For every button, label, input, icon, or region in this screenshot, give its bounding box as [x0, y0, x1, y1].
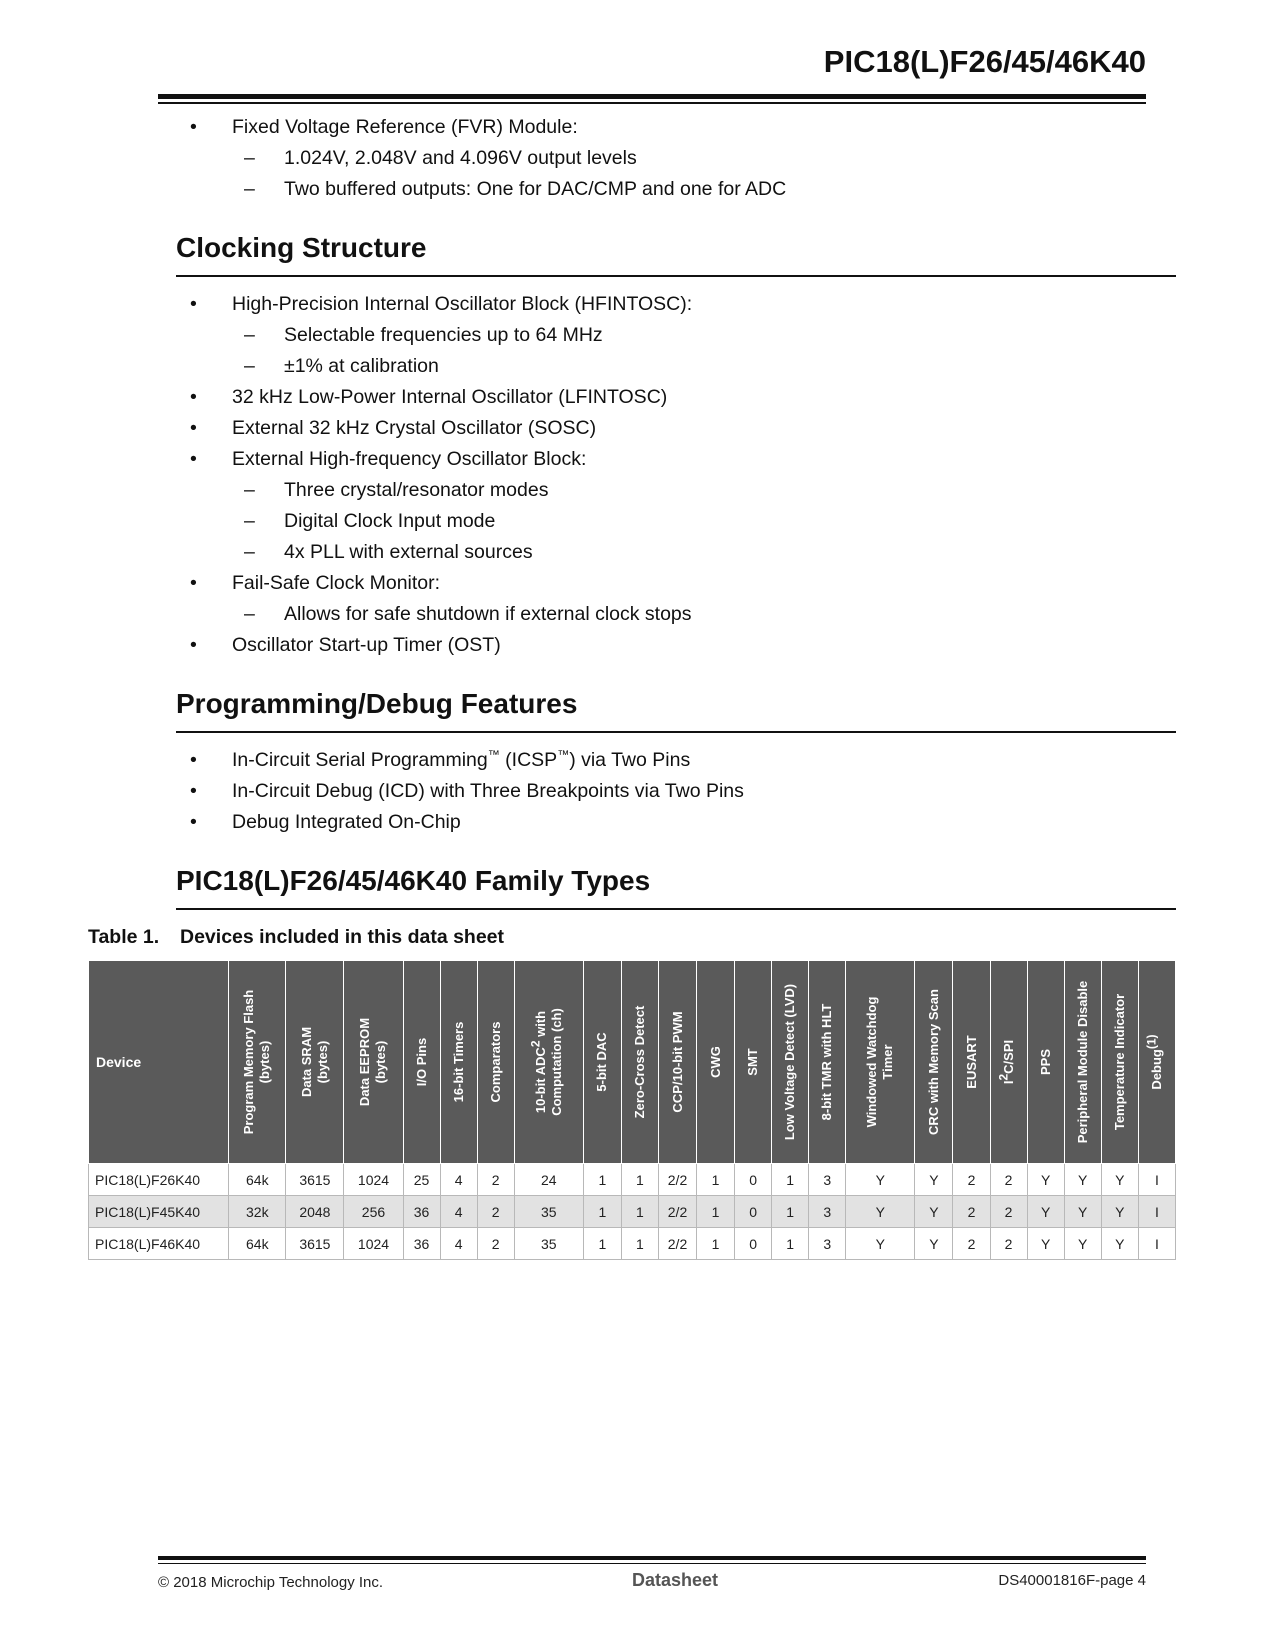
table-cell: I [1138, 1228, 1175, 1260]
list-item-text: Debug Integrated On-Chip [232, 811, 461, 833]
column-header-lvd: Low Voltage Detect (LVD) [772, 961, 809, 1164]
column-header-io-pins: I/O Pins [403, 961, 440, 1164]
sub-list-item [232, 351, 1176, 382]
table-cell: 35 [514, 1228, 583, 1260]
column-header-adc: 10-bit ADC$^2$ with Computation (ch) [514, 961, 583, 1164]
column-header-16bit-timers: 16-bit Timers [440, 961, 477, 1164]
dash-icon: – [244, 147, 255, 169]
list-item-text: Fixed Voltage Reference (FVR) Module: [232, 116, 578, 138]
column-header-cwg: CWG [697, 961, 735, 1164]
document-type-label: Datasheet [632, 1570, 719, 1590]
table-cell: 1 [621, 1164, 658, 1196]
table-cell: 2 [477, 1228, 514, 1260]
sub-list [232, 475, 1176, 568]
table-cell: 1 [697, 1196, 735, 1228]
table-cell: 1 [697, 1164, 735, 1196]
column-header-debug: Debug$^{(1)}$ [1138, 961, 1175, 1164]
table-cell: Y [1101, 1196, 1138, 1228]
column-header-eusart: EUSART [953, 961, 990, 1164]
table-cell: 2/2 [658, 1164, 696, 1196]
sub-list-item-text: Selectable frequencies up to 64 MHz [284, 324, 603, 346]
copyright-text: © 2018 Microchip Technology Inc. [158, 1574, 384, 1591]
column-header-crc: CRC with Memory Scan [915, 961, 953, 1164]
column-header-data-sram: Data SRAM (bytes) [286, 961, 344, 1164]
sub-list-item [232, 174, 1176, 205]
list-item [176, 630, 1176, 661]
devices-table [88, 960, 1176, 1260]
dash-icon: – [244, 541, 255, 563]
column-header-tmr-hlt: 8-bit TMR with HLT [809, 961, 846, 1164]
list-item-text: Oscillator Start-up Timer (OST) [232, 634, 501, 656]
list-item [176, 382, 1176, 413]
list-item-text: ) via Two Pins [569, 749, 691, 771]
sub-list-item [232, 506, 1176, 537]
list-item [176, 444, 1176, 568]
list-item-text: External 32 kHz Crystal Oscillator (SOSC) [232, 417, 597, 439]
sub-list-item-text: Three crystal/resonator modes [284, 479, 549, 501]
list-item [176, 745, 1176, 776]
table-cell: 0 [735, 1196, 772, 1228]
table-cell: 256 [344, 1196, 403, 1228]
table-cell: 35 [514, 1196, 583, 1228]
column-header-dac: 5-bit DAC [583, 961, 621, 1164]
table-cell: 64k [229, 1228, 286, 1260]
table-cell: 1024 [344, 1164, 403, 1196]
sub-list-item-text: Allows for safe shutdown if external clock stops [284, 603, 692, 625]
table-caption-text: Devices included in this data sheet [180, 926, 505, 948]
table-cell: 2 [477, 1164, 514, 1196]
table-cell: 2 [953, 1164, 990, 1196]
page-number: DS40001816F-page 4 [998, 1572, 1146, 1589]
list-item [176, 568, 1176, 630]
table-cell: Y [1101, 1164, 1138, 1196]
table-cell: 3 [809, 1196, 846, 1228]
device-name-cell: PIC18(L)F26K40 [89, 1164, 229, 1196]
table-cell: Y [915, 1164, 953, 1196]
table-cell: Y [915, 1228, 953, 1260]
table-cell: 2/2 [658, 1196, 696, 1228]
sub-list [232, 320, 1176, 382]
bullet-icon: • [190, 634, 197, 656]
table-caption-number: Table 1. [88, 926, 160, 948]
dash-icon: – [244, 178, 255, 200]
fvr-list [176, 112, 1176, 205]
bullet-icon: • [190, 417, 197, 439]
list-item [176, 413, 1176, 444]
programming-list [176, 745, 1176, 838]
table-cell: Y [1027, 1228, 1064, 1260]
column-header-pps: PPS [1027, 961, 1064, 1164]
table-cell: 2 [990, 1196, 1027, 1228]
sub-list-item-text: 1.024V, 2.048V and 4.096V output levels [284, 147, 637, 169]
table-cell: 25 [403, 1164, 440, 1196]
table-cell: 3 [809, 1164, 846, 1196]
column-header-program-flash: Program Memory Flash (bytes) [229, 961, 286, 1164]
table-cell: 0 [735, 1228, 772, 1260]
table-cell: 1 [621, 1228, 658, 1260]
table-cell: 2 [990, 1228, 1027, 1260]
table-cell: I [1138, 1196, 1175, 1228]
table-cell: 2 [477, 1196, 514, 1228]
table-cell: 0 [735, 1164, 772, 1196]
sub-list-item-text: 4x PLL with external sources [284, 541, 533, 563]
table-cell: 4 [440, 1228, 477, 1260]
page-footer [158, 1556, 1146, 1596]
dash-icon: – [244, 355, 255, 377]
device-name-cell: PIC18(L)F46K40 [89, 1228, 229, 1260]
list-item-text: In-Circuit Serial Programming [232, 749, 488, 771]
column-header-zero-cross: Zero-Cross Detect [621, 961, 658, 1164]
column-header-i2c-spi: $I^2C$/SPI [990, 961, 1027, 1164]
table-cell: 24 [514, 1164, 583, 1196]
table-cell: 1 [621, 1196, 658, 1228]
table-cell: 1024 [344, 1228, 403, 1260]
sub-list-item [232, 320, 1176, 351]
table-cell: 2/2 [658, 1228, 696, 1260]
bullet-icon: • [190, 293, 197, 315]
list-item-text: (ICSP [499, 749, 558, 771]
table-cell: Y [846, 1196, 915, 1228]
column-header-smt: SMT [735, 961, 772, 1164]
table-cell: 3 [809, 1228, 846, 1260]
dash-icon: – [244, 324, 255, 346]
sub-list-item [232, 599, 1176, 630]
table-cell: 2 [990, 1164, 1027, 1196]
page-title: PIC18(L)F26/45/46K40 [823, 44, 1146, 79]
sub-list-item-text: Digital Clock Input mode [284, 510, 496, 532]
footer-rule [158, 1556, 1146, 1560]
table-cell: Y [1064, 1228, 1101, 1260]
table-body [89, 1164, 1176, 1260]
table-cell: 1 [583, 1196, 621, 1228]
table-cell: 4 [440, 1164, 477, 1196]
table-cell: I [1138, 1164, 1175, 1196]
table-cell: 1 [772, 1228, 809, 1260]
sub-list [232, 143, 1176, 205]
section-title-clocking: Clocking Structure [176, 231, 1176, 277]
table-caption [88, 926, 504, 949]
main-content [176, 112, 1176, 910]
table-cell: 3615 [286, 1228, 344, 1260]
table-cell: Y [915, 1196, 953, 1228]
table-cell: Y [846, 1228, 915, 1260]
table-row [89, 1228, 1176, 1260]
table-cell: 2048 [286, 1196, 344, 1228]
list-item-text: External High-frequency Oscillator Block: [232, 448, 587, 470]
trademark-mark: ™ [487, 747, 500, 762]
list-item [176, 112, 1176, 205]
table-cell: 32k [229, 1196, 286, 1228]
list-item-text: Fail-Safe Clock Monitor: [232, 572, 441, 594]
bullet-icon: • [190, 749, 197, 771]
table-cell: Y [1064, 1164, 1101, 1196]
table-cell: Y [1027, 1164, 1064, 1196]
table-row [89, 1164, 1176, 1196]
list-item [176, 807, 1176, 838]
table-cell: 1 [697, 1228, 735, 1260]
table-cell: Y [846, 1164, 915, 1196]
sub-list-item-text: ±1% at calibration [284, 355, 439, 377]
table-cell: 4 [440, 1196, 477, 1228]
list-item-text: In-Circuit Debug (ICD) with Three Breakpoints via Two Pins [232, 780, 744, 802]
table-cell: 3615 [286, 1164, 344, 1196]
sub-list-item [232, 537, 1176, 568]
table-cell: Y [1064, 1196, 1101, 1228]
list-item-text: High-Precision Internal Oscillator Block (HFINTOSC): [232, 293, 693, 315]
column-header-device: Device [89, 961, 229, 1164]
bullet-icon: • [190, 116, 197, 138]
table-cell: 1 [583, 1164, 621, 1196]
column-header-comparators: Comparators [477, 961, 514, 1164]
sub-list [232, 599, 1176, 630]
sub-list-item [232, 475, 1176, 506]
list-item [176, 289, 1176, 382]
column-header-temp-indicator: Temperature Indicator [1101, 961, 1138, 1164]
list-item [176, 776, 1176, 807]
table-cell: Y [1027, 1196, 1064, 1228]
table-cell: 64k [229, 1164, 286, 1196]
device-name-cell: PIC18(L)F45K40 [89, 1196, 229, 1228]
bullet-icon: • [190, 780, 197, 802]
bullet-icon: • [190, 572, 197, 594]
header-rule [158, 94, 1146, 99]
table-cell: 1 [772, 1164, 809, 1196]
bullet-icon: • [190, 386, 197, 408]
section-title-programming: Programming/Debug Features [176, 687, 1176, 733]
section-title-family: PIC18(L)F26/45/46K40 Family Types [176, 864, 1176, 910]
dash-icon: – [244, 479, 255, 501]
table-row [89, 1196, 1176, 1228]
list-item-text: 32 kHz Low-Power Internal Oscillator (LFINTOSC) [232, 386, 668, 408]
trademark-mark: ™ [557, 747, 570, 762]
clocking-list [176, 289, 1176, 661]
dash-icon: – [244, 603, 255, 625]
footer-rule-thin [158, 1563, 1146, 1564]
sub-list-item-text: Two buffered outputs: One for DAC/CMP and one for ADC [284, 178, 787, 200]
sub-list-item [232, 143, 1176, 174]
table-cell: 1 [772, 1196, 809, 1228]
bullet-icon: • [190, 811, 197, 833]
table-cell: 36 [403, 1196, 440, 1228]
table-header-row [89, 961, 1176, 1164]
table-cell: Y [1101, 1228, 1138, 1260]
dash-icon: – [244, 510, 255, 532]
bullet-icon: • [190, 448, 197, 470]
column-header-ccp-pwm: CCP/10-bit PWM [658, 961, 696, 1164]
column-header-wwdt: Windowed Watchdog Timer [846, 961, 915, 1164]
table-cell: 36 [403, 1228, 440, 1260]
header-rule-thin [158, 102, 1146, 104]
table-cell: 1 [583, 1228, 621, 1260]
table-cell: 2 [953, 1196, 990, 1228]
column-header-data-eeprom: Data EEPROM (bytes) [344, 961, 403, 1164]
table-cell: 2 [953, 1228, 990, 1260]
column-header-pmd: Peripheral Module Disable [1064, 961, 1101, 1164]
